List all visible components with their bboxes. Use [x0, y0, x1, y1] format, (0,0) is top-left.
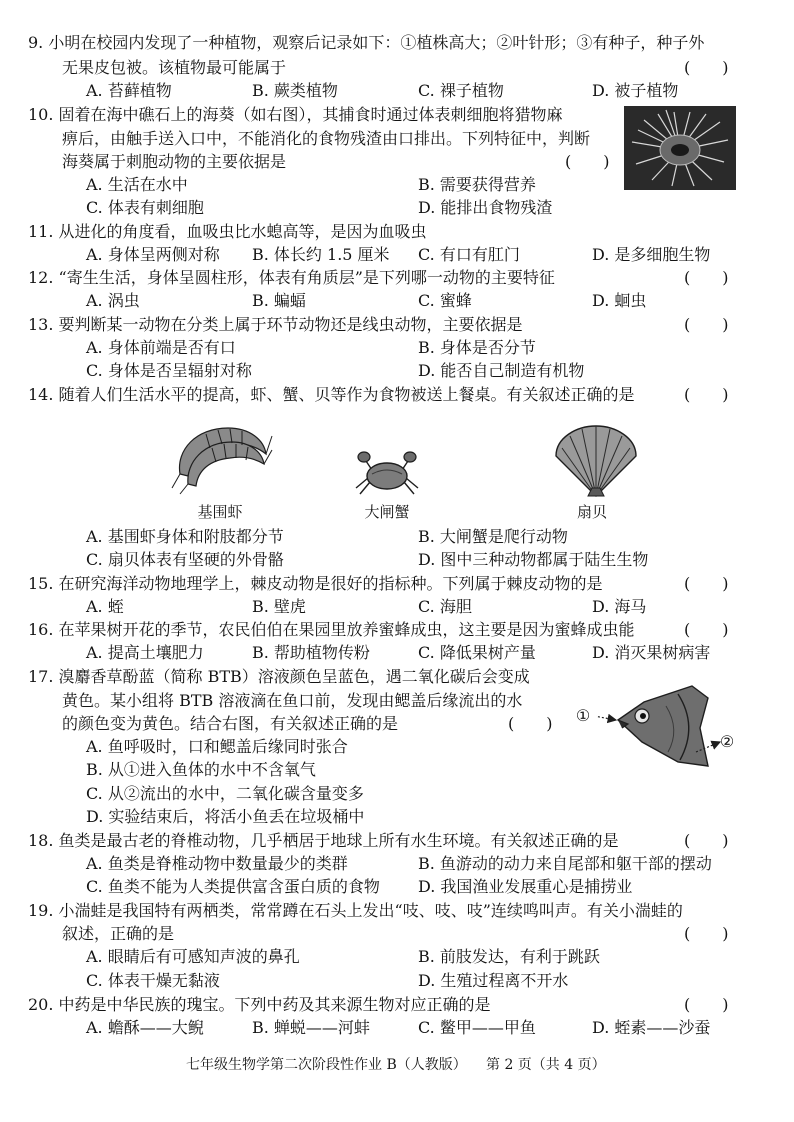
q9-option-b: B. 蕨类植物: [252, 81, 338, 100]
footer-page-number: 第 2 页（共 4 页）: [486, 1057, 606, 1073]
q20-option-d: D. 蛭素——沙蚕: [592, 1018, 711, 1037]
q20-option-c: C. 鳖甲——甲鱼: [418, 1018, 536, 1037]
q18-answer-paren: ( ): [684, 831, 729, 850]
q13-stem: 13. 要判断某一动物在分类上属于环节动物还是线虫动物，主要依据是: [28, 315, 523, 334]
q18-option-d: D. 我国渔业发展重心是捕捞业: [418, 877, 633, 896]
q10-stem-line3: 海葵属于刺胞动物的主要依据是: [62, 152, 287, 171]
q14-answer-paren: ( ): [684, 385, 729, 404]
q19-stem-line2: 叙述，正确的是: [62, 924, 175, 943]
q13-option-a: A. 身体前端是否有口: [86, 338, 236, 357]
q14-option-a: A. 基围虾身体和附肢都分节: [86, 527, 284, 546]
q18-stem: 18. 鱼类是最古老的脊椎动物，几乎栖居于地球上所有水生环境。有关叙述正确的是: [28, 831, 619, 850]
q16-option-d: D. 消灭果树病害: [592, 643, 711, 662]
shrimp-illustration: [166, 414, 274, 496]
q10-option-c: C. 体表有刺细胞: [86, 198, 204, 217]
q14-option-c: C. 扇贝体表有坚硬的外骨骼: [86, 550, 284, 569]
q17-option-d: D. 实验结束后，将活小鱼丢在垃圾桶中: [86, 807, 365, 826]
q13-option-c: C. 身体是否呈辐射对称: [86, 361, 252, 380]
q16-answer-paren: ( ): [684, 620, 729, 639]
q17-option-c: C. 从②流出的水中，二氧化碳含量变多: [86, 784, 364, 803]
q9-stem-line2: 无果皮包被。该植物最可能属于: [62, 58, 287, 77]
crab-illustration: [354, 448, 420, 498]
q17-stem-line1: 17. 溴麝香草酚蓝（简称 BTB）溶液颜色呈蓝色，遇二氧化碳后会变成: [28, 667, 530, 686]
q9-answer-paren: ( ): [684, 58, 729, 77]
q18-option-a: A. 鱼类是脊椎动物中数量最少的类群: [86, 854, 348, 873]
q20-option-b: B. 蝉蜕——河蚌: [252, 1018, 370, 1037]
q9-option-d: D. 被子植物: [592, 81, 679, 100]
q15-option-a: A. 蛭: [86, 597, 124, 616]
q20-option-a: A. 蟾酥——大鲵: [86, 1018, 204, 1037]
q19-stem-line1: 19. 小湍蛙是我国特有两栖类，常常蹲在石头上发出“吱、吱、吱”连续鸣叫声。有关小湍蛙的: [28, 901, 683, 920]
q20-stem: 20. 中药是中华民族的瑰宝。下列中药及其来源生物对应正确的是: [28, 995, 491, 1014]
q14-option-b: B. 大闸蟹是爬行动物: [418, 527, 568, 546]
q14-option-d: D. 图中三种动物都属于陆生生物: [418, 550, 649, 569]
q20-answer-paren: ( ): [684, 995, 729, 1014]
q15-option-b: B. 壁虎: [252, 597, 306, 616]
q12-option-d: D. 蛔虫: [592, 291, 647, 310]
q19-option-d: D. 生殖过程离不开水: [418, 971, 569, 990]
q13-option-d: D. 能否自己制造有机物: [418, 361, 585, 380]
q13-option-b: B. 身体是否分节: [418, 338, 536, 357]
q11-option-b: B. 体长约 1.5 厘米: [252, 245, 390, 264]
caption-shrimp: 基围虾: [197, 503, 243, 521]
q10-stem-line1: 10. 固着在海中礁石上的海葵（如右图），其捕食时通过体表刺细胞将猎物麻: [28, 105, 563, 124]
q11-option-d: D. 是多细胞生物: [592, 245, 711, 264]
caption-scallop: 扇贝: [576, 503, 607, 521]
q9-stem-line1: 9. 小明在校园内发现了一种植物，观察后记录如下：①植株高大；②叶针形；③有种子，种子外: [28, 33, 705, 52]
sea-anemone-photo: [624, 106, 736, 190]
q15-answer-paren: ( ): [684, 574, 729, 593]
footer-title: 七年级生物学第二次阶段性作业 B（人教版）: [186, 1057, 467, 1073]
q16-option-a: A. 提高土壤肥力: [86, 643, 204, 662]
fish-head-diagram: [596, 676, 742, 784]
q19-answer-paren: ( ): [684, 924, 729, 943]
q12-answer-paren: ( ): [684, 268, 729, 287]
q16-option-c: C. 降低果树产量: [418, 643, 536, 662]
q19-option-c: C. 体表干燥无黏液: [86, 971, 220, 990]
q9-option-a: A. 苔藓植物: [86, 81, 172, 100]
q15-option-c: C. 海胆: [418, 597, 472, 616]
q15-option-d: D. 海马: [592, 597, 647, 616]
q9-option-c: C. 裸子植物: [418, 81, 504, 100]
q17-stem-line2: 黄色。某小组将 BTB 溶液滴在鱼口前，发现由鳃盖后缘流出的水: [62, 691, 523, 710]
caption-crab: 大闸蟹: [364, 503, 410, 521]
q17-option-a: A. 鱼呼吸时，口和鳃盖后缘同时张合: [86, 737, 348, 756]
q16-stem: 16. 在苹果树开花的季节，农民伯伯在果园里放养蜜蜂成虫，这主要是因为蜜蜂成虫能: [28, 620, 635, 639]
q19-option-b: B. 前肢发达，有利于跳跃: [418, 947, 600, 966]
q17-option-b: B. 从①进入鱼体的水中不含氧气: [86, 760, 316, 779]
q17-answer-paren: ( ): [508, 714, 553, 733]
q12-stem: 12. “寄生生活，身体呈圆柱形，体表有角质层”是下列哪一动物的主要特征: [28, 268, 555, 287]
q18-option-b: B. 鱼游动的动力来自尾部和躯干部的摆动: [418, 854, 712, 873]
q18-option-c: C. 鱼类不能为人类提供富含蛋白质的食物: [86, 877, 380, 896]
q16-option-b: B. 帮助植物传粉: [252, 643, 370, 662]
q12-option-c: C. 蜜蜂: [418, 291, 472, 310]
q17-stem-line3: 的颜色变为黄色。结合右图，有关叙述正确的是: [62, 714, 399, 733]
q10-option-d: D. 能排出食物残渣: [418, 198, 553, 217]
q12-option-a: A. 涡虫: [86, 291, 140, 310]
q19-option-a: A. 眼睛后有可感知声波的鼻孔: [86, 947, 300, 966]
q10-stem-line2: 痹后，由触手送入口中，不能消化的食物残渣由口排出。下列特征中，判断: [62, 129, 591, 148]
scallop-illustration: [548, 420, 644, 498]
q11-option-a: A. 身体呈两侧对称: [86, 245, 220, 264]
q10-option-b: B. 需要获得营养: [418, 175, 536, 194]
q11-stem: 11. 从进化的角度看，血吸虫比水螅高等，是因为血吸虫: [28, 222, 427, 241]
fish-mark-1: ①: [575, 706, 591, 725]
q10-option-a: A. 生活在水中: [86, 175, 188, 194]
q13-answer-paren: ( ): [684, 315, 729, 334]
q14-stem: 14. 随着人们生活水平的提高，虾、蟹、贝等作为食物被送上餐桌。有关叙述正确的是: [28, 385, 635, 404]
q15-stem: 15. 在研究海洋动物地理学上，棘皮动物是很好的指标种。下列属于棘皮动物的是: [28, 574, 603, 593]
fish-mark-2: ②: [719, 732, 735, 751]
q10-answer-paren: ( ): [565, 152, 610, 171]
q11-option-c: C. 有口有肛门: [418, 245, 520, 264]
q12-option-b: B. 蝙蝠: [252, 291, 306, 310]
